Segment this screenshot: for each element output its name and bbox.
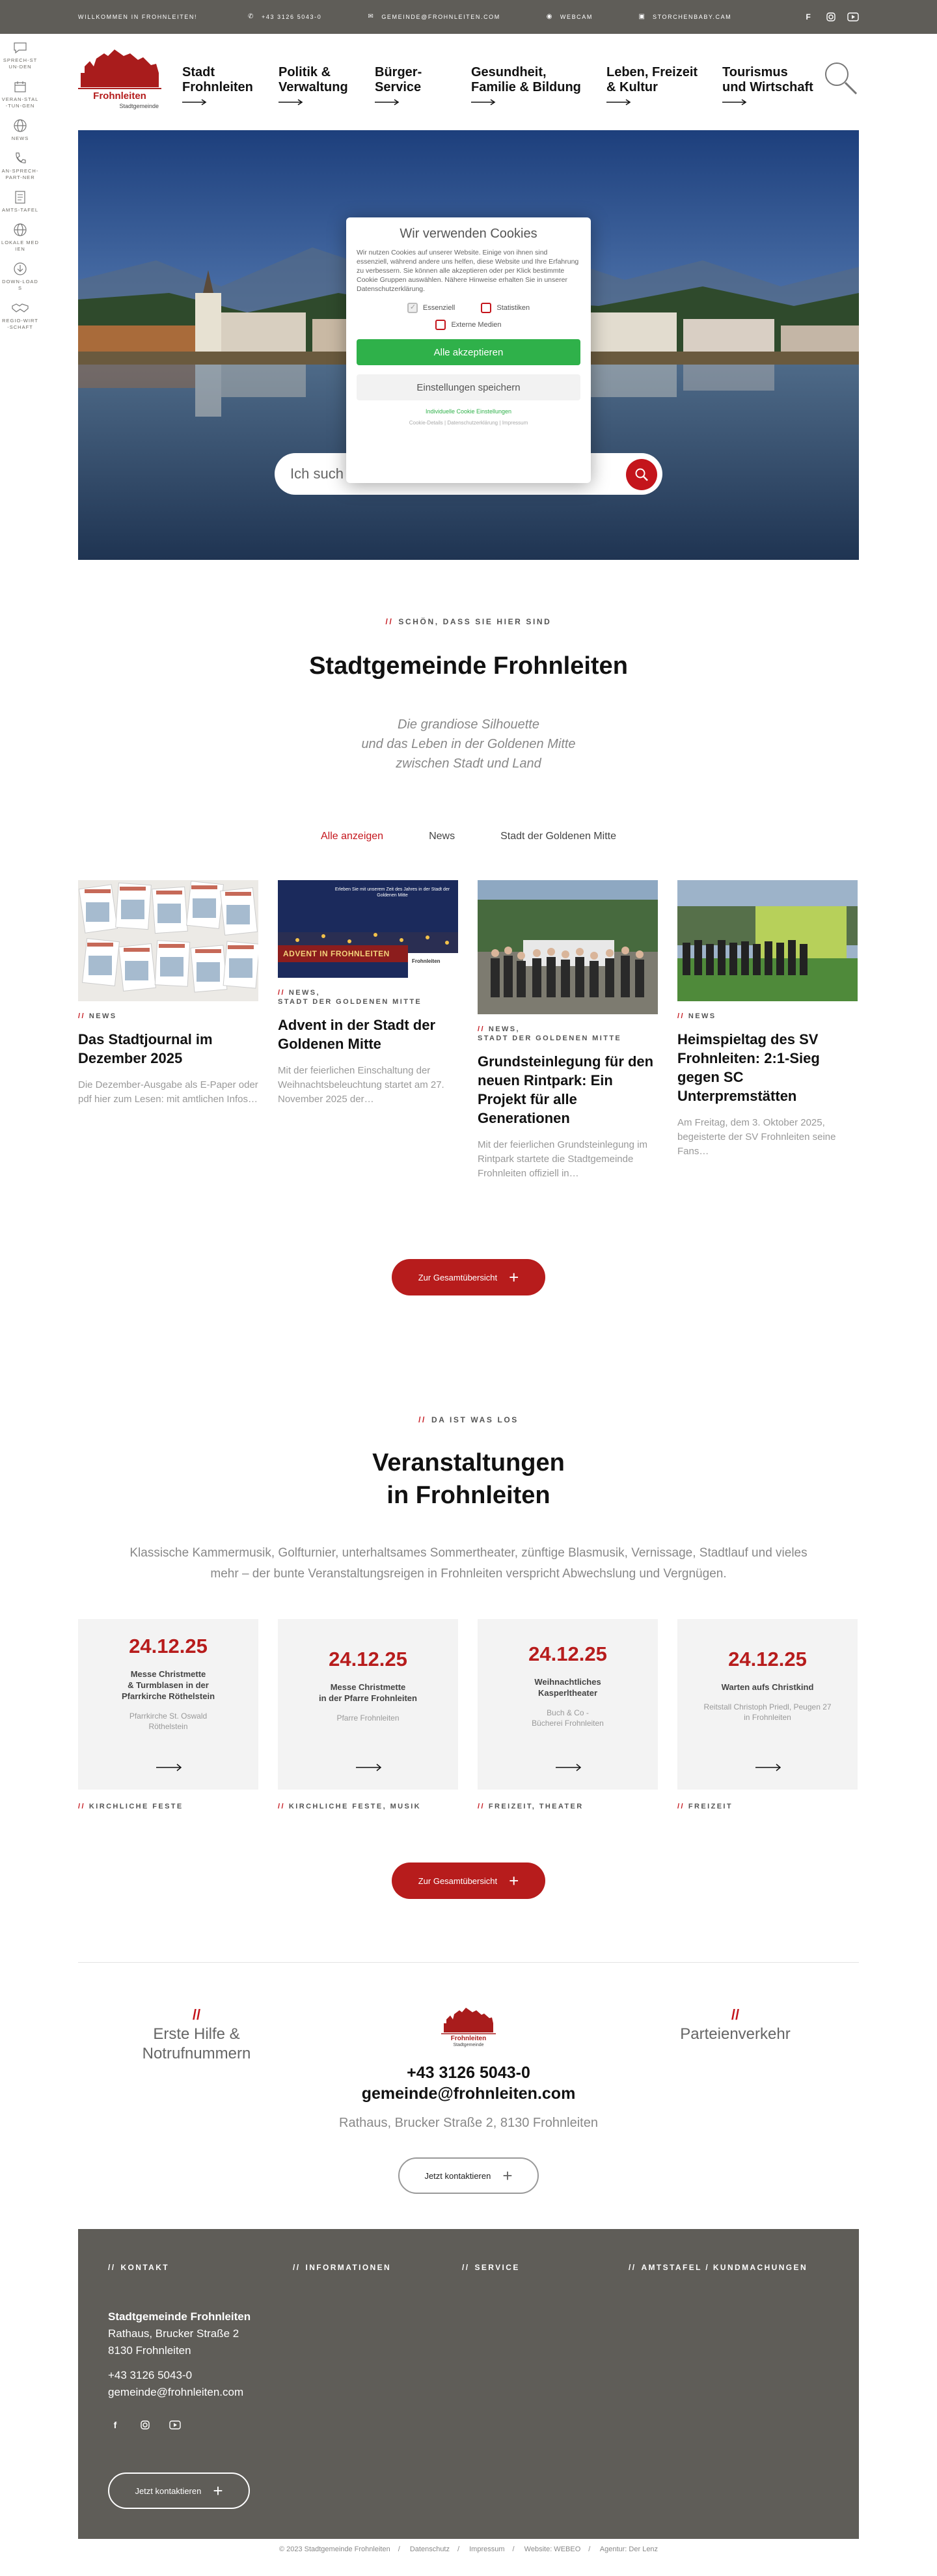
castle-logo-icon: [78, 47, 161, 92]
news-excerpt: Am Freitag, dem 3. Oktober 2025, begeisterte der SV Frohnleiten seine Fans…: [677, 1117, 836, 1157]
emergency-numbers-link[interactable]: // Erste Hilfe & Notrufnummern: [142, 2006, 251, 2062]
event-location: Pfarre Frohnleiten: [336, 1713, 400, 1723]
footer-heading-informationen[interactable]: // INFORMATIONEN: [293, 2263, 392, 2272]
cookie-details-link[interactable]: Cookie-Details: [409, 420, 443, 426]
event-location: Pfarrkirche St. Oswald Röthelstein: [129, 1711, 208, 1731]
webeo-link[interactable]: Website: WEBEO: [524, 2545, 581, 2553]
webcam-link[interactable]: ◉ WEBCAM: [546, 13, 593, 20]
arrow-right-icon: [556, 1764, 582, 1771]
instagram-icon[interactable]: [138, 2418, 152, 2432]
welcome-subtitle: Die grandiose Silhouette und das Leben in der Goldenen Mitte zwischen Stadt und Land: [361, 717, 576, 771]
welcome-text: WILLKOMMEN IN FROHNLEITEN!: [78, 14, 198, 20]
events-title: Veranstaltungen in Frohnleiten: [372, 1449, 565, 1509]
phone-icon: ✆: [248, 13, 254, 20]
event-title: Messe Christmette in der Pfarre Frohnleiten: [319, 1682, 417, 1703]
main-header: [78, 34, 859, 130]
webcam-icon: ◉: [546, 13, 554, 20]
news-image-rintpark: [478, 880, 658, 1014]
footer-heading-service[interactable]: // SERVICE: [462, 2263, 520, 2272]
sidebar-item-ansprechpartner[interactable]: AN-SPRECH-PART-NER: [0, 151, 40, 181]
mail-icon: ✉: [368, 13, 375, 20]
filter-all-tab[interactable]: Alle anzeigen: [321, 831, 384, 842]
news-category: // NEWS, STADT DER GOLDENEN MITTE: [478, 1025, 622, 1042]
news-category: // NEWS: [677, 1012, 716, 1020]
event-location: Buch & Co - Bücherei Frohnleiten: [532, 1708, 604, 1728]
sidebar-item-veranstaltungen[interactable]: VERAN-STAL-TUN-GEN: [0, 79, 40, 109]
news-excerpt: Mit der feierlichen Grundsteinlegung im Rintpark startete die Stadtgemeinde Frohnleiten offiziell in…: [478, 1139, 647, 1179]
event-date: 24.12.25: [528, 1642, 607, 1665]
save-settings-button[interactable]: Einstellungen speichern: [357, 374, 580, 400]
event-card[interactable]: [278, 1619, 458, 1790]
welcome-title: Stadtgemeinde Frohnleiten: [309, 652, 628, 680]
event-date: 24.12.25: [329, 1648, 407, 1670]
arrow-right-icon: [471, 99, 496, 105]
events-intro: Klassische Kammermusik, Golfturnier, unterhaltsames Sommertheater, zünftige Blasmusik, Vernissage, Stadtlauf und vieles mehr – der bunte Veranstaltungsreigen in Frohnleiten verspricht Abwechslung und Vergnügen.: [129, 1546, 808, 1581]
phone-link[interactable]: ✆ +43 3126 5043-0: [248, 13, 322, 20]
filter-goldene-mitte-tab[interactable]: Stadt der Goldenen Mitte: [500, 831, 616, 842]
news-title: Das Stadtjournal im Dezember 2025: [78, 1031, 213, 1066]
cookie-essential-checkbox[interactable]: ✓ Essenziell: [407, 303, 455, 313]
logo-name: Frohnleiten: [93, 90, 146, 102]
document-icon: [12, 190, 29, 204]
event-category: // KIRCHLICHE FESTE, MUSIK: [278, 1803, 422, 1810]
youtube-icon[interactable]: [847, 11, 859, 23]
plus-icon: +: [509, 1267, 519, 1287]
sidebar-item-news[interactable]: NEWS: [0, 118, 40, 142]
welcome-eyebrow: // SCHÖN, DASS SIE HIER SIND: [385, 617, 552, 626]
banner-logo-text: Frohnleiten: [412, 958, 441, 964]
footer-contact-info: Stadtgemeinde Frohnleiten Rathaus, Brucker Straße 2 8130 Frohnleiten +43 3126 5043-0 gemeinde@frohnleiten.com: [108, 2308, 251, 2401]
calendar-icon: [12, 79, 29, 94]
sidebar-item-lokale-medien[interactable]: LOKALE MEDIEN: [0, 223, 40, 253]
event-card[interactable]: [78, 1619, 258, 1790]
search-icon: [634, 467, 649, 482]
contact-logo-name: Frohnleiten: [450, 2035, 487, 2042]
sidebar-item-amtstafel[interactable]: AMTS-TAFEL: [0, 190, 40, 214]
contact-logo-subtitle: Stadtgemeinde: [453, 2043, 484, 2047]
cookie-text: Wir nutzen Cookies auf unserer Website. Einige von ihnen sind essenziell, während andere uns helfen, diese Website und Ihre Erfahrung zu verbessern. Sie können alle akzeptieren oder per Klick bestimmte Cookie Gruppen auswählen. Nähere Hinweise erhalten Sie in unserer Datenschutzerklärung.: [357, 249, 579, 293]
news-filter-tabs: [0, 831, 937, 842]
cookie-dialog: Wir verwenden Cookies Wir nutzen Cookies auf unserer Website. Einige von ihnen sind essenziell, während andere uns helfen, diese Website und Ihre Erfahrung zu verbessern. Sie können alle akzeptieren oder per Klick bestimmte Cookie Gruppen auswählen. Nähere Hinweise erhalten Sie in unserer Datenschutzerklärung. ✓ Essenziell Statistiken Externe Medien Alle akzeptieren Einstellungen speichern Individuelle Cookie Einstellungen Cookie-Details | Datenschutzerklärung | Impressum: [346, 217, 591, 483]
news-title: Heimspieltag des SV Frohnleiten: 2:1-Sieg gegen SC Unterpremstätten: [677, 1031, 820, 1104]
quick-sidebar: [0, 34, 40, 450]
news-card[interactable]: [278, 880, 458, 1181]
footer-heading-amtstafel[interactable]: // AMTSTAFEL / KUNDMACHUNGEN: [629, 2263, 808, 2272]
contact-button[interactable]: Jetzt kontaktieren +: [398, 2157, 539, 2194]
news-title: Advent in der Stadt der Goldenen Mitte: [278, 1017, 436, 1052]
footer-social: [108, 2418, 182, 2432]
event-date: 24.12.25: [129, 1635, 208, 1657]
news-overview-button[interactable]: Zur Gesamtübersicht +: [392, 1259, 545, 1295]
accept-all-button[interactable]: Alle akzeptieren: [357, 339, 580, 365]
imprint-link[interactable]: Impressum: [502, 420, 528, 426]
plus-icon: +: [502, 2166, 513, 2185]
sidebar-item-downloads[interactable]: DOWN-LOADS: [0, 262, 40, 292]
logo-subtitle: Stadtgemeinde: [119, 103, 159, 109]
arrow-right-icon: [278, 99, 303, 105]
news-category: // NEWS: [78, 1012, 117, 1020]
individual-settings-link[interactable]: Individuelle Cookie Einstellungen: [425, 408, 512, 415]
nav-stadt[interactable]: Stadt Frohnleiten: [182, 65, 278, 105]
search-submit-button[interactable]: [626, 459, 657, 490]
footer-phone[interactable]: +43 3126 5043-0: [108, 2369, 193, 2381]
arrow-right-icon: [722, 99, 747, 105]
nav-leben[interactable]: Leben, Freizeit & Kultur: [606, 65, 722, 105]
news-grid: [78, 880, 859, 1181]
arrow-right-icon: [375, 99, 400, 105]
news-excerpt: Die Dezember-Ausgabe als E-Paper oder pdf hier zum Lesen: mit amtlichen Infos…: [78, 1079, 258, 1105]
news-card[interactable]: [78, 880, 258, 1181]
event-title: Messe Christmette & Turmblasen in der Pfarrkirche Röthelstein: [121, 1669, 215, 1701]
contact-address: Rathaus, Brucker Straße 2, 8130 Frohnleiten: [339, 2116, 598, 2130]
section-divider: [78, 1962, 859, 1963]
arrow-right-icon: [156, 1764, 182, 1771]
checkbox-icon: [481, 303, 491, 313]
arrow-right-icon: [755, 1764, 781, 1771]
footer: [78, 2229, 859, 2539]
instagram-icon[interactable]: [825, 11, 837, 23]
arrow-right-icon: [356, 1764, 382, 1771]
cookie-statistics-checkbox[interactable]: Statistiken: [481, 303, 530, 313]
globe-icon: [12, 118, 29, 133]
storch-link[interactable]: ▣ STORCHENBABY.CAM: [638, 13, 732, 20]
event-card[interactable]: [478, 1619, 658, 1790]
camera-icon: ▣: [638, 13, 646, 20]
news-title: Grundsteinlegung für den neuen Rintpark: Ein Projekt für alle Generationen: [478, 1053, 654, 1126]
agency-link[interactable]: Agentur: Der Lenz: [599, 2545, 659, 2553]
contact-email[interactable]: gemeinde@frohnleiten.com: [361, 2084, 576, 2103]
event-category: // FREIZEIT: [677, 1803, 733, 1810]
nav-gesundheit[interactable]: Gesundheit, Familie & Bildung: [471, 65, 606, 105]
events-grid: [78, 1619, 859, 1810]
arrow-right-icon: [606, 99, 631, 105]
youtube-icon[interactable]: [168, 2418, 182, 2432]
nav-tourismus[interactable]: Tourismus und Wirtschaft: [722, 65, 826, 105]
site-logo[interactable]: [78, 47, 161, 115]
copyright-bar: © 2023 Stadtgemeinde Frohnleiten / Datenschutz / Impressum / Website: WEBEO / Agentur: Der Lenz: [278, 2545, 659, 2553]
events-eyebrow: // DA IST WAS LOS: [418, 1415, 519, 1424]
download-icon: [12, 262, 29, 276]
event-title: Weihnachtliches Kasperltheater: [534, 1677, 601, 1698]
checkbox-checked-icon: [407, 303, 418, 313]
event-card[interactable]: [677, 1619, 858, 1790]
footer-contact-button[interactable]: Jetzt kontaktieren +: [108, 2472, 250, 2509]
news-image-advent: Erleben Sie mit unserem Zeit des Jahres in der Stadt der Goldenen Mitte ADVENT IN FROHNLEITEN Frohnleiten: [278, 880, 458, 978]
news-category: // NEWS, STADT DER GOLDENEN MITTE: [278, 989, 422, 1006]
checkbox-icon: [435, 320, 446, 330]
event-category: // FREIZEIT, THEATER: [478, 1803, 584, 1810]
facebook-icon[interactable]: f: [113, 2420, 117, 2430]
contact-phone[interactable]: +43 3126 5043-0: [407, 2064, 530, 2082]
arrow-right-icon: [182, 99, 207, 105]
event-location: Reitstall Christoph Priedl, Peugen 27 in Frohnleiten: [703, 1702, 832, 1722]
cookie-title: Wir verwenden Cookies: [400, 227, 537, 241]
nav-politik[interactable]: Politik & Verwaltung: [278, 65, 375, 105]
email-link[interactable]: ✉ GEMEINDE@FROHNLEITEN.COM: [368, 13, 500, 20]
filter-news-tab[interactable]: News: [429, 831, 455, 842]
cookie-external-checkbox[interactable]: Externe Medien: [435, 320, 501, 330]
nav-buergerservice[interactable]: Bürger- Service: [375, 65, 471, 105]
news-card[interactable]: [677, 880, 858, 1181]
news-card[interactable]: [478, 880, 658, 1181]
news-image-stadtjournal: [78, 880, 258, 1001]
main-nav: [182, 65, 826, 105]
event-date: 24.12.25: [728, 1648, 807, 1670]
facebook-icon[interactable]: F: [806, 12, 812, 21]
globe-icon: [12, 223, 29, 237]
search-icon[interactable]: [822, 60, 859, 96]
imprint-footer-link[interactable]: Impressum: [469, 2545, 505, 2553]
event-title: Warten aufs Christkind: [721, 1682, 814, 1692]
sidebar-item-regiowirtschaft[interactable]: REGIO-WIRT-SCHAFT: [0, 301, 40, 331]
sidebar-item-sprechstunden[interactable]: SPRECH-STUN-DEN: [0, 40, 40, 70]
search-input[interactable]: Ich such: [290, 465, 344, 482]
office-hours-link[interactable]: // Parteienverkehr: [680, 2006, 791, 2043]
speech-icon: [12, 40, 29, 55]
top-bar: [0, 0, 937, 34]
footer-email[interactable]: gemeinde@frohnleiten.com: [108, 2386, 244, 2398]
plus-icon: +: [213, 2481, 223, 2500]
handshake-icon: [12, 301, 29, 315]
footer-heading-kontakt: // KONTAKT: [108, 2263, 170, 2272]
plus-icon: +: [509, 1871, 519, 1890]
privacy-footer-link[interactable]: Datenschutz: [409, 2545, 450, 2553]
event-category: // KIRCHLICHE FESTE: [78, 1803, 183, 1810]
phone-icon: [12, 151, 29, 165]
events-overview-button[interactable]: Zur Gesamtübersicht +: [392, 1863, 545, 1899]
news-excerpt: Mit der feierlichen Einschaltung der Weihnachtsbeleuchtung startet am 27. November 2025 der…: [278, 1065, 444, 1105]
news-image-sv-frohnleiten: [677, 880, 858, 1001]
privacy-link[interactable]: Datenschutzerklärung: [447, 420, 498, 426]
